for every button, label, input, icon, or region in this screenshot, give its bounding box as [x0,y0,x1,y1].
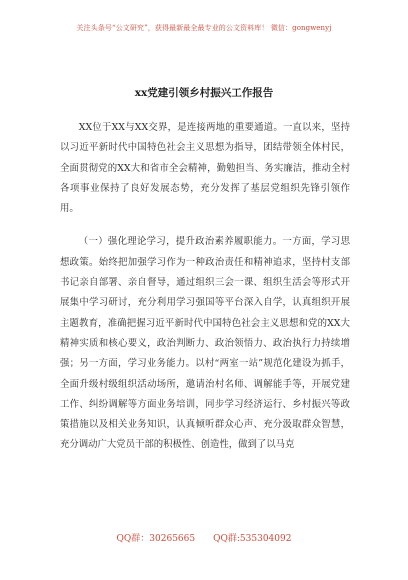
footer-qq-group-1: QQ群：30265665 [116,534,196,544]
paragraph-intro: XX位于XX与XX交界，是连接两地的重要通道。一直以来，坚持以习近平新时代中国特色社会主义思想为指导，团结带领全体村民，全面贯彻党的XX大和省市全会精神，勤勉担当、务实廉洁，推动全村各项事业保持了良好发展态势，充分发挥了基层党组织先锋引领作用。 [60,122,350,215]
footer-qq-group-2: QQ群:535304092 [213,534,292,544]
document-title: xx党建引领乡村振兴工作报告 [134,87,274,99]
promo-banner: 关注头条号“公文研究”，获得最新最全最专业的公文资料库！ 微信：gongwenyj [76,24,332,32]
document-body [60,118,350,456]
paragraph-section-1: （一）强化理论学习，提升政治素养履职能力。一方面，学习思想政策。始终把加强学习作为一种政治责任和精神追求，坚持村支部书记亲自部署、亲自督导，通过组织三会一课、组织生活会等形式开展集中学习研讨，充分利用学习强国等平台深入自学，认真组织开展主题教育，准确把握习近平新时代中国特色社会主义思想和党的XX大精神实质和核心要义，政治判断力、政治领悟力、政治执行力持续增强；另一方面，学习业务能力。以村“两室一站”规范化建设为抓手，全面升级村级组织活动场所，邀请治村名师、调解能手等，开展党建工作、纠纷调解等方面业务培训，同步学习经济运行、乡村振兴等政策措施以及相关业务知识，认真倾听群众心声、充分汲取群众智慧，充分调动广大党员干部的积极性、创造性，做到了以马克 [60,236,350,451]
footer-contacts [0,533,408,545]
